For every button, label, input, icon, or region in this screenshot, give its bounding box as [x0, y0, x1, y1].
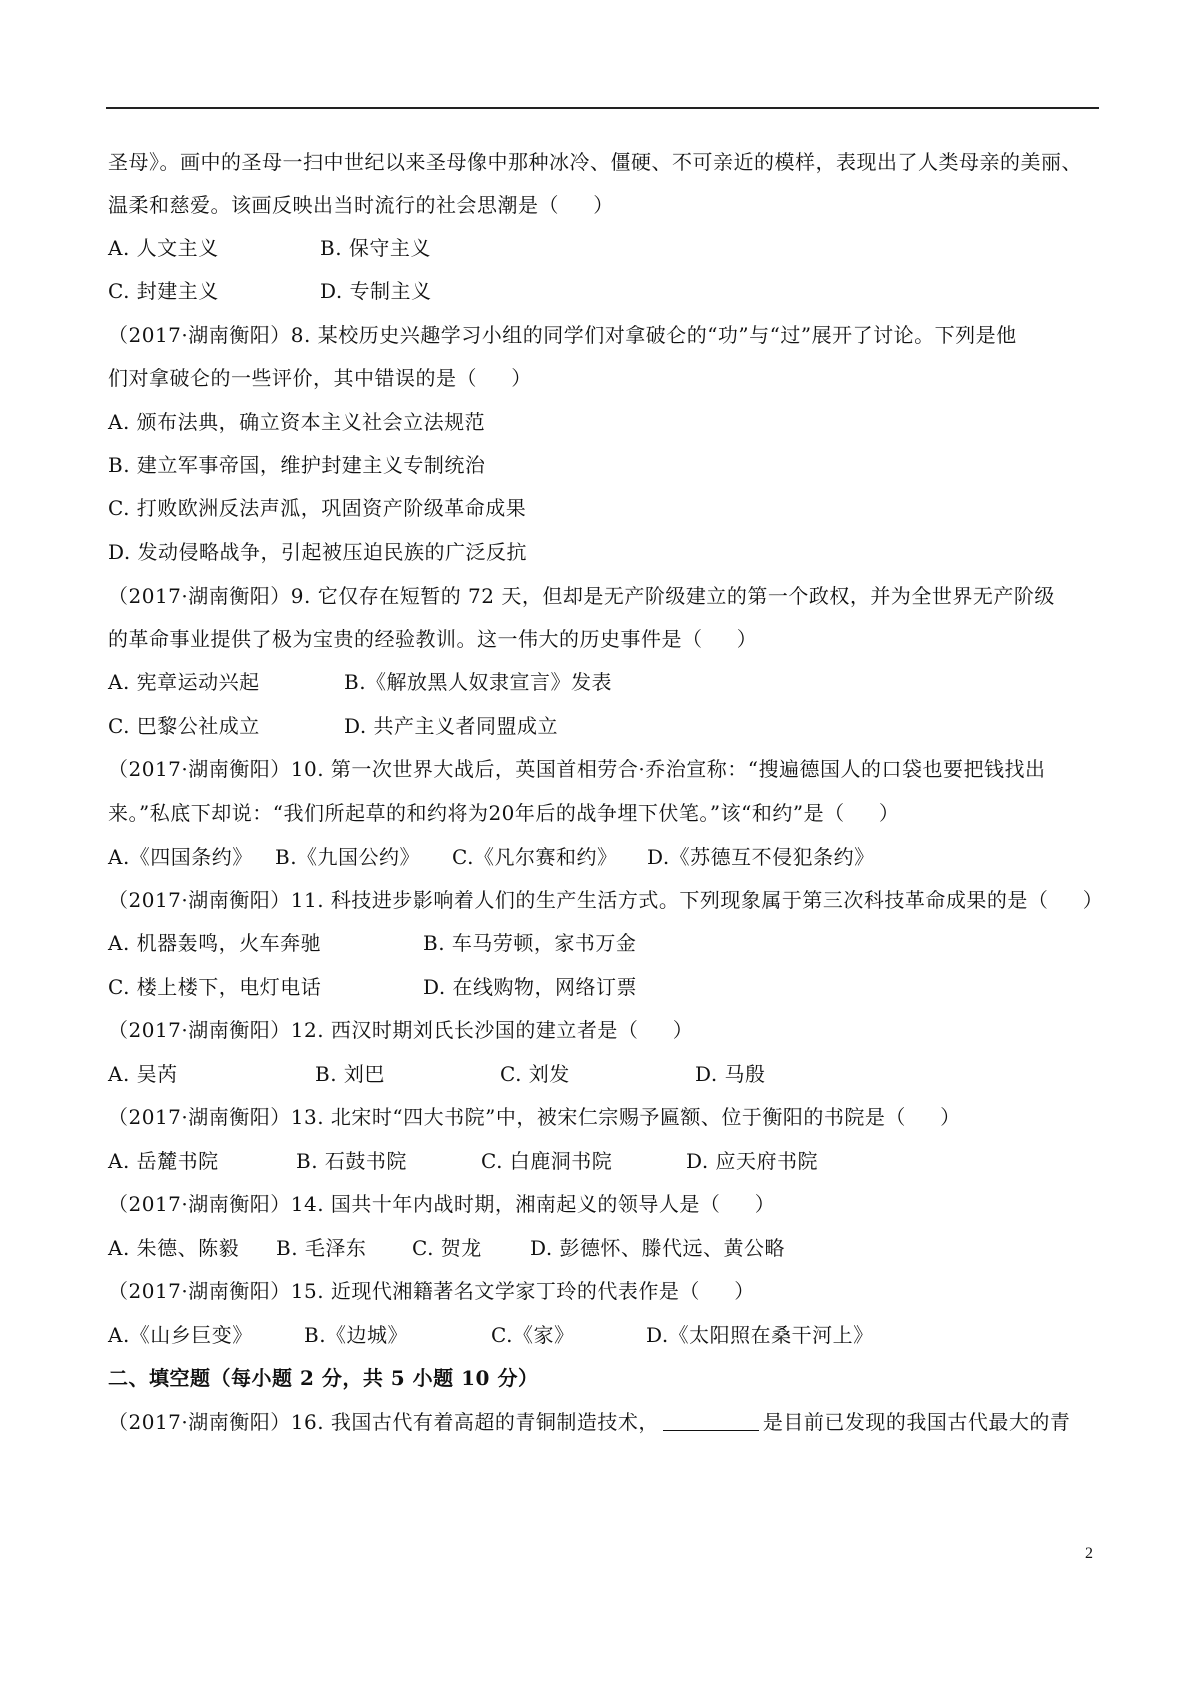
question-10-text-line-2: 来。”私底下却说：“我们所起草的和约将为20年后的战争埋下伏笔。”该“和约”是（ ）	[108, 801, 900, 825]
question-16-text-before: （2017·湖南衡阳）16. 我国古代有着高超的青铜制造技术，	[108, 1410, 659, 1434]
question-8-option-c: C. 打败欧洲反法声泒，巩固资产阶级革命成果	[108, 496, 527, 520]
option-c: C. 刘发	[500, 1062, 570, 1086]
question-9-text-line-2: 的革命事业提供了极为宝贵的经验教训。这一伟大的历史事件是（ ）	[108, 627, 758, 651]
option-c: C. 楼上楼下，电灯电话	[108, 975, 322, 999]
question-10-options-row	[108, 843, 1108, 871]
option-c: C.《家》	[491, 1323, 575, 1347]
question-9-text-line-1: （2017·湖南衡阳）9. 它仅存在短暂的 72 天，但却是无产阶级建立的第一个政权，并为全世界无产阶级	[108, 584, 1055, 608]
fill-in-blank[interactable]	[663, 1410, 759, 1431]
question-15-options-row	[108, 1321, 1108, 1349]
option-b: B. 刘巴	[315, 1062, 385, 1086]
option-c: C.《凡尔赛和约》	[452, 845, 618, 869]
question-11-text: （2017·湖南衡阳）11. 科技进步影响着人们的生产生活方式。下列现象属于第三次科技革命成果的是（ ）	[108, 888, 1104, 912]
question-9-options-row-2	[108, 712, 1108, 740]
header-rule	[106, 107, 1099, 109]
option-a: A. 岳麓书院	[108, 1149, 219, 1173]
page-number: 2	[1085, 1545, 1093, 1562]
section-2-heading: 二、填空题（每小题 2 分，共 5 小题 10 分）	[108, 1366, 539, 1390]
option-b: B. 保守主义	[320, 236, 431, 260]
question-16-text	[108, 1408, 1108, 1436]
option-b: B. 石鼓书院	[296, 1149, 407, 1173]
question-7-text-line-1: 圣母》。画中的圣母一扫中世纪以来圣母像中那种冰冷、僵硬、不可亲近的模样，表现出了人类母亲的美丽、	[108, 150, 1082, 174]
option-a: A. 人文主义	[108, 236, 219, 260]
question-7-options-row-2	[108, 277, 1108, 305]
option-c: C. 贺龙	[412, 1236, 482, 1260]
option-d: D.《苏德互不侵犯条约》	[647, 845, 875, 869]
question-9-options-row-1	[108, 668, 1108, 696]
option-a: A. 宪章运动兴起	[108, 670, 260, 694]
option-a: A.《山乡巨变》	[108, 1323, 253, 1347]
question-13-options-row	[108, 1147, 1108, 1175]
option-d: D. 专制主义	[320, 279, 432, 303]
option-b: B.《九国公约》	[275, 845, 421, 869]
option-b: B.《边城》	[304, 1323, 409, 1347]
question-14-options-row	[108, 1234, 1108, 1262]
option-d: D. 在线购物，网络订票	[423, 975, 638, 999]
option-d: D. 彭德怀、滕代远、黄公略	[530, 1236, 786, 1260]
option-d: D. 共产主义者同盟成立	[344, 714, 559, 738]
question-11-options-row-2	[108, 973, 1108, 1001]
question-8-option-a: A. 颁布法典，确立资本主义社会立法规范	[108, 410, 486, 434]
option-d: D.《太阳照在桑干河上》	[646, 1323, 874, 1347]
option-c: C. 白鹿洞书院	[481, 1149, 613, 1173]
option-a: A. 朱德、陈毅	[108, 1236, 240, 1260]
question-10-text-line-1: （2017·湖南衡阳）10. 第一次世界大战后，英国首相劳合·乔治宣称：“搜遍德国人的口袋也要把钱找出	[108, 757, 1046, 781]
question-8-text-line-2: 们对拿破仑的一些评价，其中错误的是（ ）	[108, 366, 532, 390]
option-d: D. 应天府书院	[686, 1149, 819, 1173]
option-a: A.《四国条约》	[108, 845, 253, 869]
option-d: D. 马殷	[695, 1062, 766, 1086]
question-12-text: （2017·湖南衡阳）12. 西汉时期刘氏长沙国的建立者是（ ）	[108, 1018, 694, 1042]
question-7-options-row-1	[108, 234, 1108, 262]
question-8-text-line-1: （2017·湖南衡阳）8. 某校历史兴趣学习小组的同学们对拿破仑的“功”与“过”展开了讨论。下列是他	[108, 323, 1017, 347]
option-b: B.《解放黑人奴隶宣言》发表	[344, 670, 613, 694]
question-16-text-after: 是目前已发现的我国古代最大的青	[762, 1410, 1071, 1434]
question-11-options-row-1	[108, 929, 1108, 957]
question-8-option-d: D. 发动侵略战争，引起被压迫民族的广泛反抗	[108, 540, 528, 564]
option-b: B. 车马劳顿，家书万金	[423, 931, 637, 955]
option-c: C. 巴黎公社成立	[108, 714, 260, 738]
question-7-text-line-2: 温柔和慈爱。该画反映出当时流行的社会思潮是（ ）	[108, 193, 614, 217]
question-13-text: （2017·湖南衡阳）13. 北宋时“四大书院”中，被宋仁宗赐予匾额、位于衡阳的书院是（ ）	[108, 1105, 961, 1129]
question-14-text: （2017·湖南衡阳）14. 国共十年内战时期，湘南起义的领导人是（ ）	[108, 1192, 776, 1216]
option-a: A. 吴芮	[108, 1062, 178, 1086]
option-a: A. 机器轰鸣，火车奔驰	[108, 931, 322, 955]
question-15-text: （2017·湖南衡阳）15. 近现代湘籍著名文学家丁玲的代表作是（ ）	[108, 1279, 755, 1303]
option-c: C. 封建主义	[108, 279, 219, 303]
question-12-options-row	[108, 1060, 1108, 1088]
question-8-option-b: B. 建立军事帝国，维护封建主义专制统治	[108, 453, 486, 477]
option-b: B. 毛泽东	[276, 1236, 367, 1260]
